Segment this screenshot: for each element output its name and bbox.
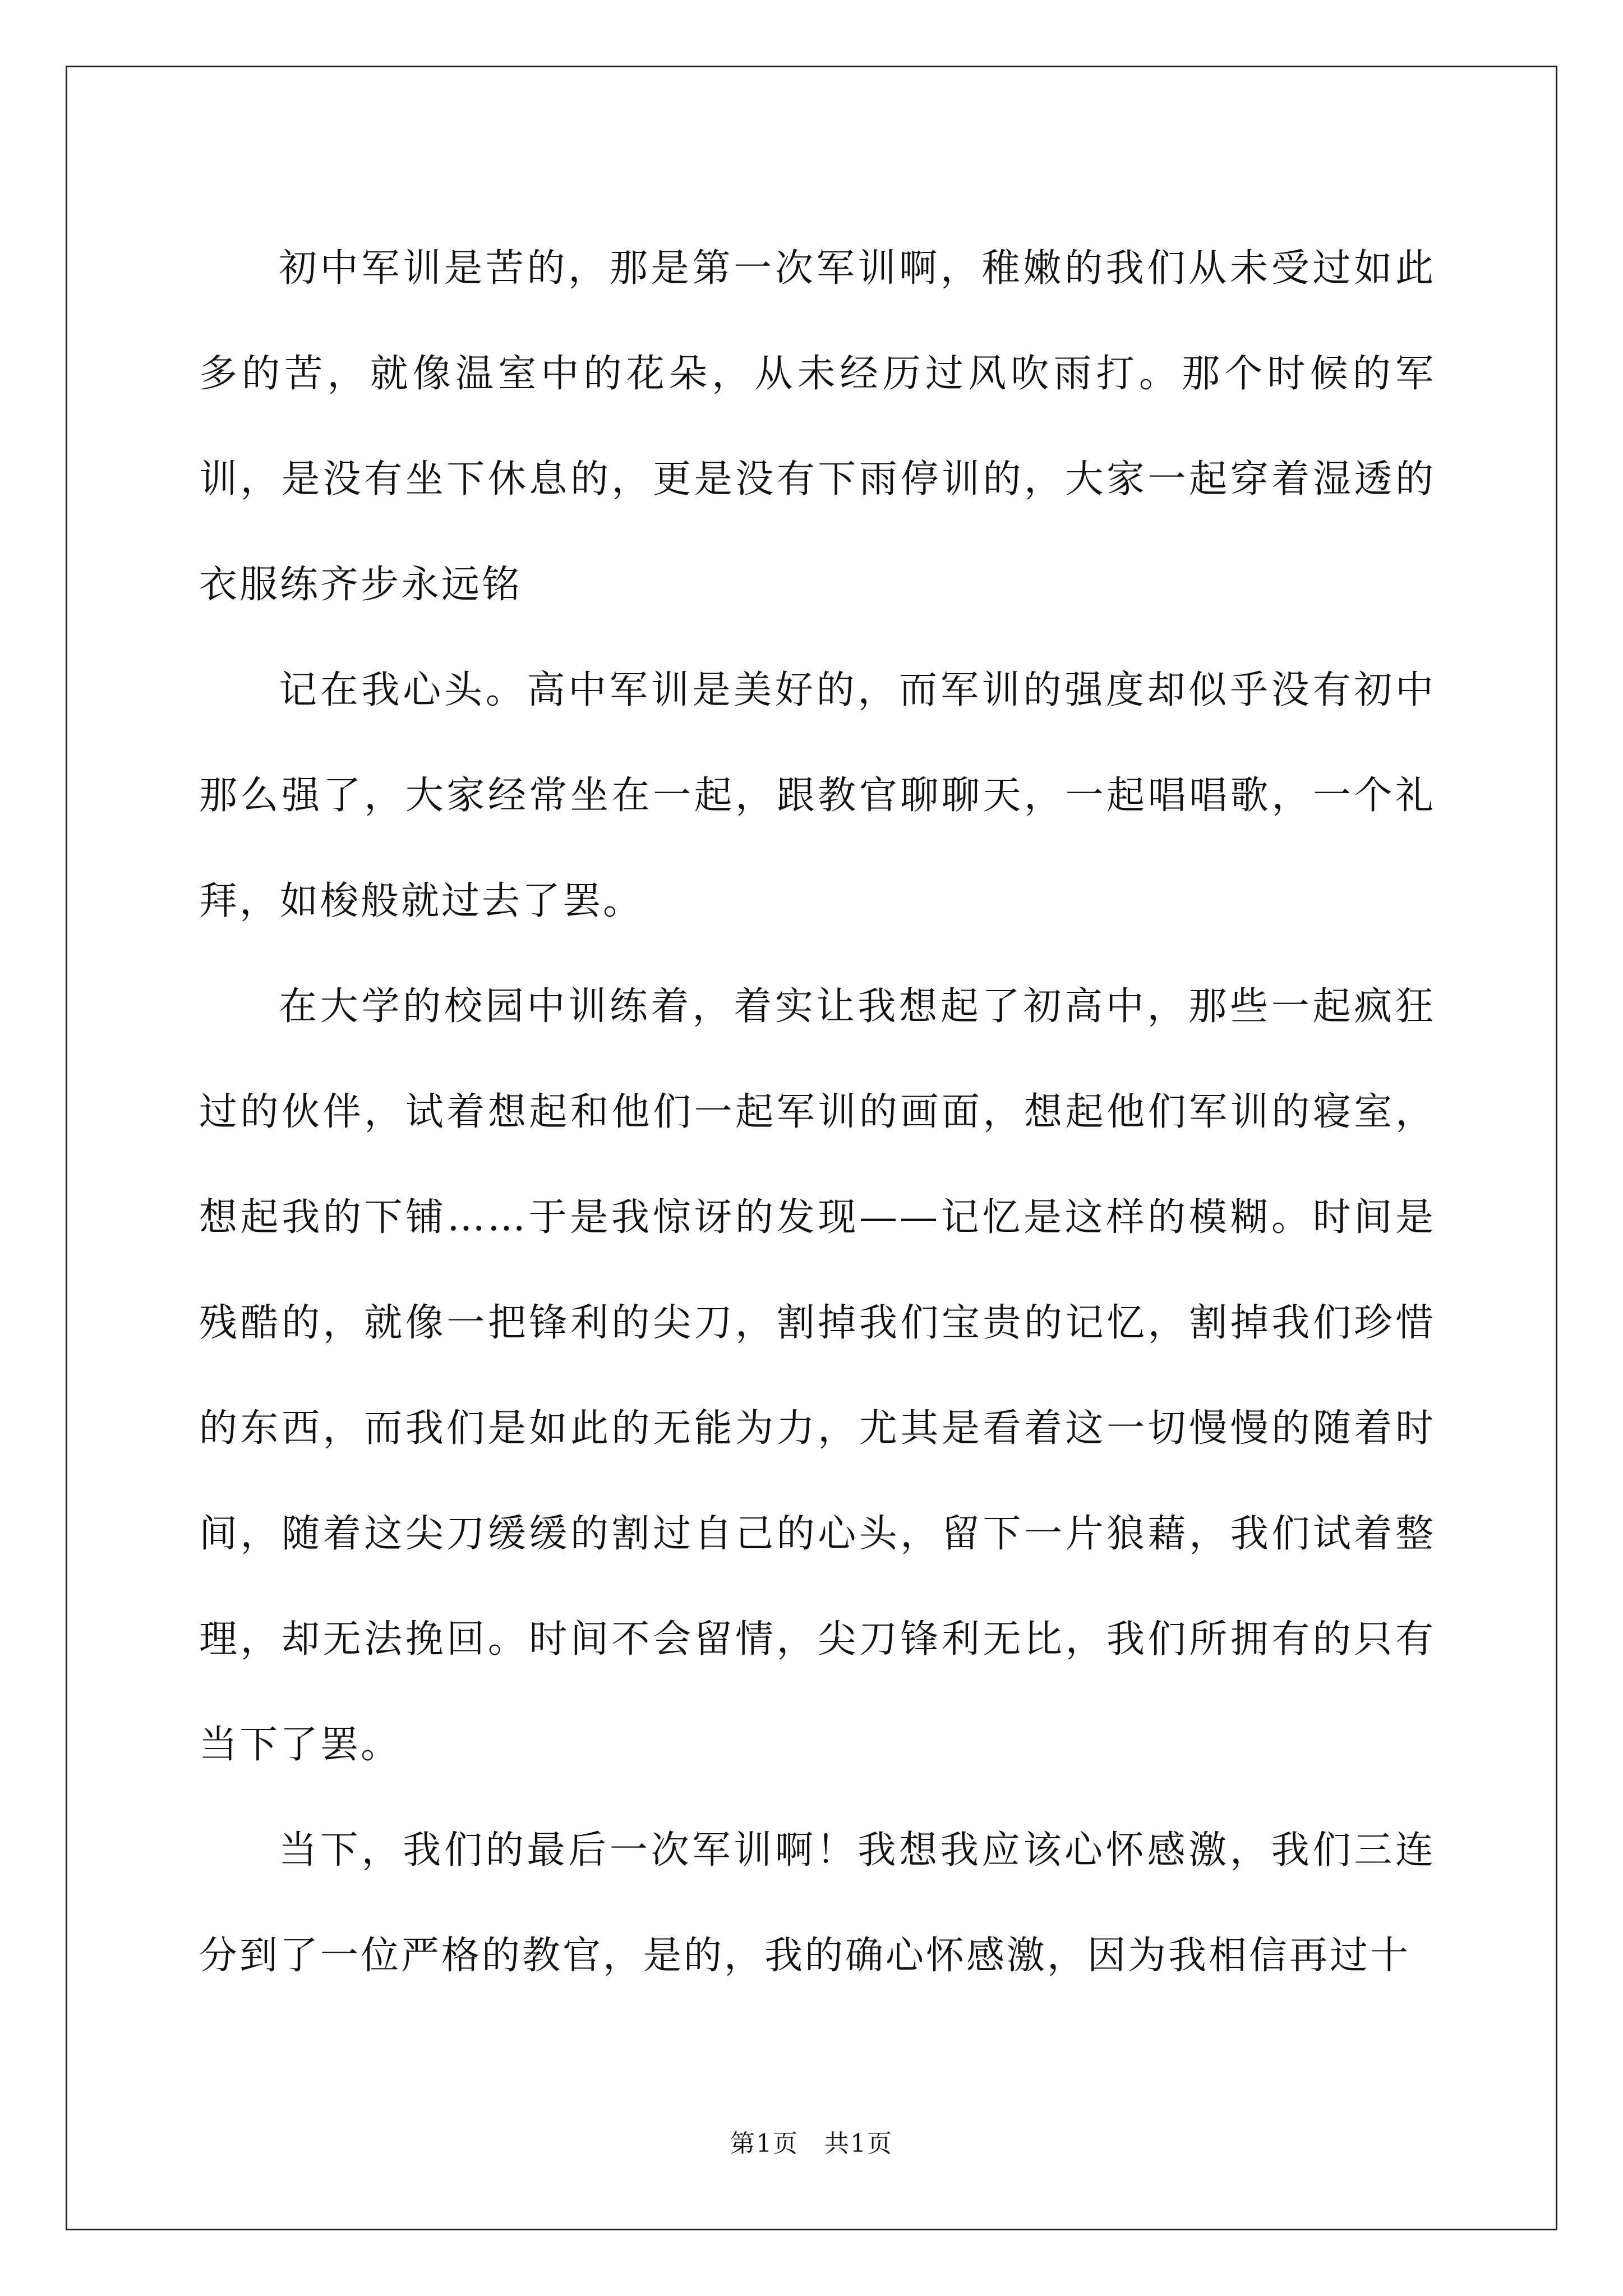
paragraph-1: 初中军训是苦的，那是第一次军训啊，稚嫩的我们从未受过如此多的苦，就像温室中的花朵，从未经历过风吹雨打。那个时候的军训，是没有坐下休息的，更是没有下雨停训的，大家一起穿着湿透的衣服练齐步永远铭 — [199, 246, 1436, 607]
paragraph-3: 在大学的校园中训练着，着实让我想起了初高中，那些一起疯狂过的伙伴，试着想起和他们一起军训的画面，想起他们军训的寝室，想起我的下铺……于是我惊讶的发现——记忆是这样的模糊。时间是残酷的，就像一把锋利的尖刀，割掉我们宝贵的记忆，割掉我们珍惜的东西，而我们是如此的无能为力，尤其是看着这一切慢慢的随着时间，随着这尖刀缓缓的割过自己的心头，留下一片狼藉，我们试着整理，却无法挽回。时间不会留情，尖刀锋利无比，我们所拥有的只有当下了罢。 — [199, 984, 1436, 1767]
document-body — [199, 216, 1436, 2009]
page-number-footer: 第1页 共1页 — [730, 2129, 893, 2158]
paragraph-2: 记在我心头。高中军训是美好的，而军训的强度却似乎没有初中那么强了，大家经常坐在一起，跟教官聊聊天，一起唱唱歌，一个礼拜，如梭般就过去了罢。 — [199, 668, 1436, 923]
paragraph-4: 当下，我们的最后一次军训啊！我想我应该心怀感激，我们三连分到了一位严格的教官，是的，我的确心怀感激，因为我相信再过十 — [199, 1828, 1436, 1978]
